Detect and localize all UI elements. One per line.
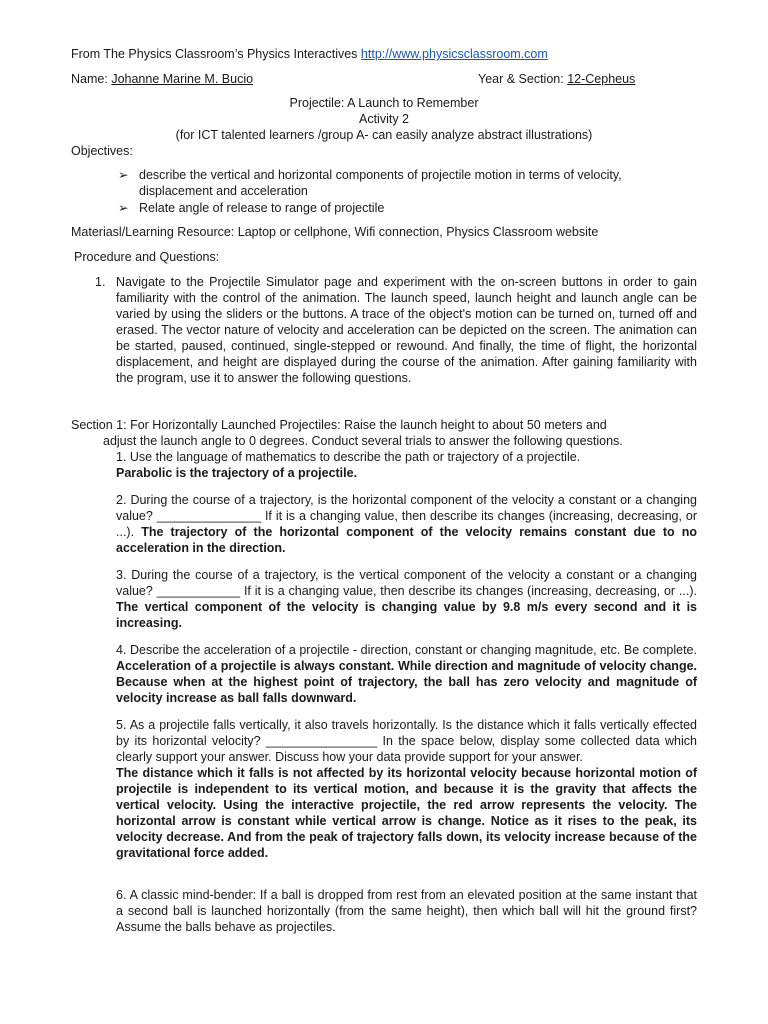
procedure-number: 1.	[95, 275, 106, 289]
section1-line-2: adjust the launch angle to 0 degrees. Conduct several trials to answer the following questions.	[103, 434, 623, 448]
question-5-answer: The distance which it falls is not affected by its horizontal velocity because horizontal motion of projectile is independent to its vertical motion, and because it is the gravity that affects the vertical velocity. Using the interactive projectile, the red arrow represents the velocity. The horizontal arrow is constant while vertical arrow is change. Notice as it rises to the peak, its velocity decrease. And from the peak of trajectory falls down, its velocity increase because of the gravitational force added.	[116, 766, 697, 860]
year-label: Year & Section:	[478, 72, 564, 86]
year-value: 12-Cepheus	[567, 72, 636, 86]
question-3-answer: The vertical component of the velocity is changing value by 9.8 m/s every second and it is increasing.	[116, 600, 697, 630]
materials-line: Materiasl/Learning Resource: Laptop or cellphone, Wifi connection, Physics Classroom website	[71, 225, 599, 239]
objective-1-line-1: describe the vertical and horizontal components of projectile motion in terms of velocity,	[139, 168, 622, 182]
objective-bullet-2: ➢	[118, 201, 129, 215]
question-4-text: 4. Describe the acceleration of a projectile - direction, constant or changing magnitude, etc. Be complete.	[116, 643, 697, 657]
question-6	[116, 887, 697, 935]
source-prefix: From The Physics Classroom’s Physics Interactives	[71, 47, 358, 61]
objective-1-line-2: displacement and acceleration	[139, 184, 308, 198]
title-line-1: Projectile: A Launch to Remember	[289, 96, 479, 110]
title-line-2: Activity 2	[358, 112, 409, 126]
section1-line-1: Section 1: For Horizontally Launched Projectiles: Raise the launch height to about 50 meters and	[71, 418, 607, 432]
question-6-text: 6. A classic mind-bender: If a ball is dropped from rest from an elevated position at the same instant that a second ball is launched horizontally (from the same height), then which ball will hit the ground first? Assume the balls behave as projectiles.	[116, 888, 697, 934]
question-5-text: 5. As a projectile falls vertically, it also travels horizontally. Is the distance which it falls vertically effected by its horizontal velocity? ________________ In the space below, display some collected data which clearly support your answer. Discuss how your data provide support for your answer.	[116, 718, 697, 764]
question-1-answer: Parabolic is the trajectory of a projectile.	[116, 466, 358, 480]
question-3	[116, 567, 697, 631]
question-5	[116, 717, 697, 861]
source-line	[71, 46, 548, 62]
question-1-text: 1. Use the language of mathematics to describe the path or trajectory of a projectile.	[116, 450, 581, 464]
source-link[interactable]: http://www.physicsclassroom.com	[360, 47, 548, 61]
name-label: Name:	[71, 72, 108, 86]
question-2-text: 2. During the course of a trajectory, is the horizontal component of the velocity a constant or a changing value? _______________ If it is a changing value, then describe its changes (increasing, decreasing, or ...).	[116, 493, 697, 539]
name-line	[71, 71, 253, 87]
question-3-text: 3. During the course of a trajectory, is the vertical component of the velocity a constant or a changing value? ____________ If it is a changing value, then describe its changes (increasing, decreasing, or ...).	[116, 568, 697, 598]
question-2	[116, 492, 697, 556]
question-1	[116, 449, 697, 481]
year-line	[478, 71, 635, 87]
objective-2: Relate angle of release to range of projectile	[139, 201, 385, 215]
question-4	[116, 642, 697, 706]
title-line-3: (for ICT talented learners /group A- can easily analyze abstract illustrations)	[175, 128, 593, 142]
objectives-label: Objectives:	[71, 144, 133, 158]
objective-bullet-1: ➢	[118, 168, 129, 182]
question-4-answer: Acceleration of a projectile is always constant. While direction and magnitude of velocity change. Because when at the highest point of trajectory, the ball has zero velocity and magnitude of velocity increase as ball falls downward.	[116, 659, 697, 705]
procedure-label: Procedure and Questions:	[74, 250, 220, 264]
question-2-answer: The trajectory of the horizontal component of the velocity remains constant due to no acceleration in the direction.	[116, 525, 698, 555]
name-value: Johanne Marine M. Bucio	[111, 72, 254, 86]
procedure-text: Navigate to the Projectile Simulator page and experiment with the on-screen buttons in order to gain familiarity with the control of the animation. The launch speed, launch height and launch angle can be varied by using the sliders or the buttons. A trace of the object's motion can be turned on, turned off and erased. The vector nature of velocity and acceleration can be depicted on the screen. The animation can be started, paused, continued, single-stepped or rewound. And finally, the time of flight, the horizontal displacement, and height are displayed during the course of the animation. After gaining familiarity with the program, use it to answer the following questions.	[116, 275, 697, 385]
